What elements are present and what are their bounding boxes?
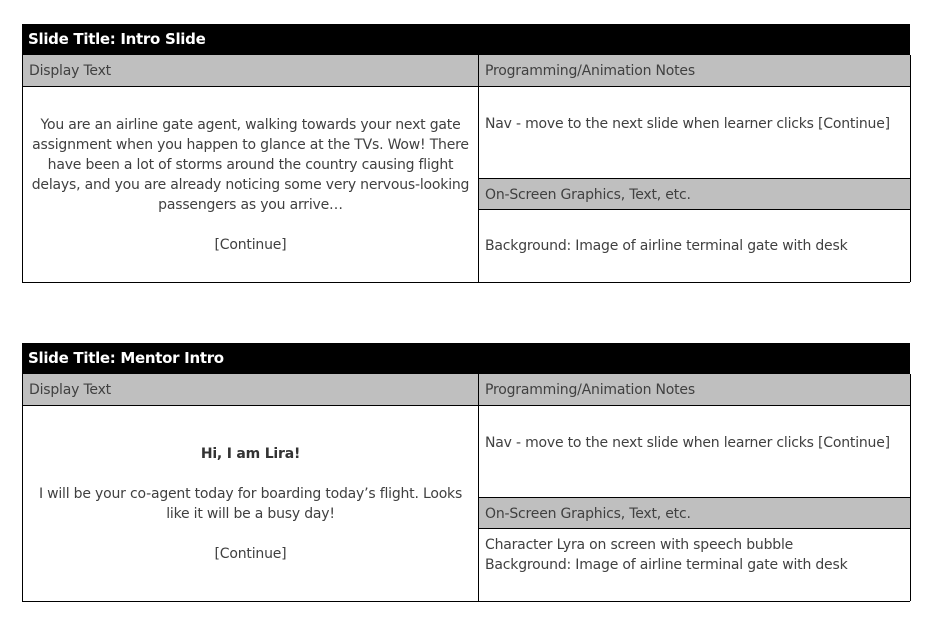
display-text-header: Display Text	[23, 55, 479, 87]
programming-notes-header: Programming/Animation Notes	[479, 55, 911, 87]
slide-intro	[22, 24, 910, 283]
onscreen-graphics-header: On-Screen Graphics, Text, etc.	[479, 178, 910, 210]
slide-mentor-intro	[22, 343, 910, 602]
notes-column	[479, 87, 911, 282]
continue-text: [Continue]	[214, 545, 287, 562]
display-body: You are an airline gate agent, walking towards your next gate assignment when you happen to glance at the TVs. Wow! There have been a lot of storms around the country causing flight delays, and you are already noticing some very nervous-looking passengers as you arrive…	[31, 116, 470, 213]
graphics-note: Background: Image of airline terminal gate with desk	[485, 238, 848, 254]
nav-note: Nav - move to the next slide when learner clicks [Continue]	[485, 435, 890, 451]
slide-title: Slide Title: Mentor Intro	[22, 343, 910, 374]
graphics-note-background: Background: Image of airline terminal gate with desk	[485, 557, 848, 573]
display-text-cell	[23, 87, 479, 282]
slide-title: Slide Title: Intro Slide	[22, 24, 910, 55]
greeting: Hi, I am Lira!	[200, 445, 301, 462]
graphics-note-character: Character Lyra on screen with speech bubble	[485, 537, 794, 553]
notes-column	[479, 406, 911, 601]
programming-notes-header: Programming/Animation Notes	[479, 374, 911, 406]
slide-table	[22, 55, 910, 283]
slide-table	[22, 374, 910, 602]
nav-note: Nav - move to the next slide when learner clicks [Continue]	[485, 116, 890, 132]
display-text-cell	[23, 406, 479, 601]
display-body: I will be your co-agent today for boarding today’s flight. Looks like it will be a busy day!	[38, 485, 463, 522]
display-text-header: Display Text	[23, 374, 479, 406]
continue-text: [Continue]	[214, 236, 287, 253]
onscreen-graphics-header: On-Screen Graphics, Text, etc.	[479, 497, 910, 529]
